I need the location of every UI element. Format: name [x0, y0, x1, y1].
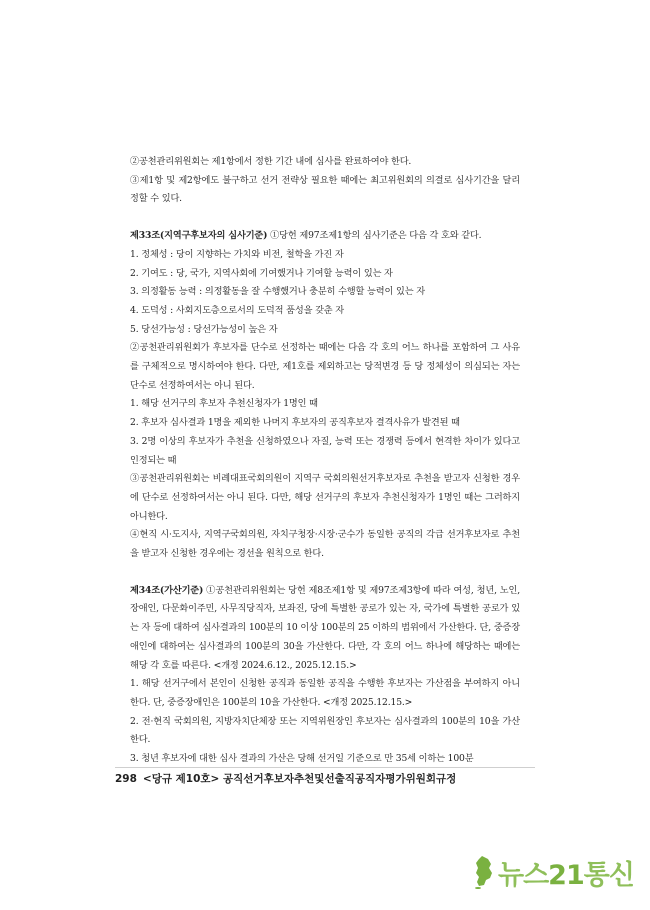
article-33-lead: [130, 227, 520, 246]
list-item: 3. 의정활동 능력 : 의정활동을 잘 수행했거나 충분히 수행할 능력이 있는 자: [130, 286, 425, 298]
article-34-title: 제34조(가산기준): [130, 584, 204, 596]
watermark-text-a: 뉴스: [498, 859, 549, 891]
watermark-text-c: 통신: [583, 859, 634, 891]
news-watermark: [470, 852, 640, 892]
list-item: ③공천관리위원회는 비례대표국회의원이 지역구 국회의원선거후보자로 추천을 받고자 신청한 경우에 단수로 선정하여서는 아니 된다. 다만, 해당 선거구의 후보자 추천신청자가 1명인 때는 그러하지 아니한다.: [130, 473, 520, 522]
page-footer: [115, 767, 535, 786]
list-item: 1. 해당 선거구의 후보자 추천신청자가 1명인 때: [130, 398, 318, 410]
paragraph: ②공천관리위원회는 제1항에서 정한 기간 내에 심사를 완료하여야 한다.: [130, 156, 412, 167]
list-item: ④현직 시·도지사, 지역구국회의원, 자치구청장·시장·군수가 동일한 공직의 각급 선거후보자로 추천을 받고자 신청한 경우에는 경선을 원칙으로 한다.: [130, 529, 520, 560]
page-number: 298: [115, 773, 137, 785]
korea-map-icon: [470, 855, 496, 889]
article-33-lead-text: ①당헌 제97조제1항의 심사기준은 다음 각 호와 같다.: [267, 230, 482, 242]
document-body: [130, 153, 520, 769]
article-34-lead: [130, 582, 520, 676]
list-item: 1. 해당 선거구에서 본인이 신청한 공직과 동일한 공직을 수행한 후보자는 가산점을 부여하지 아니한다. 단, 중증장애인은 100분의 10을 가산한다. <개정 2025.12.15.>: [130, 678, 520, 708]
footer-title: <당규 제10호> 공직선거후보자추천및선출직공직자평가위원회규정: [142, 773, 457, 785]
watermark-text-b: 21: [548, 859, 584, 891]
list-item: 3. 청년 후보자에 대한 심사 결과의 가산은 당해 선거일 기준으로 만 35세 이하는 100분: [130, 753, 474, 765]
list-item: 1. 정체성 : 당이 지향하는 가치와 비전, 철학을 가진 자: [130, 248, 344, 260]
list-item: 2. 전·현직 국회의원, 지방자치단체장 또는 지역위원장인 후보자는 심사결과의 100분의 10을 가산한다.: [130, 715, 520, 746]
paragraph: ③제1항 및 제2항에도 불구하고 선거 전략상 필요한 때에는 최고위원회의 의결로 심사기간을 달리 정할 수 있다.: [130, 174, 520, 205]
article-33-title: 제33조(지역구후보자의 심사기준): [130, 230, 268, 242]
list-item: ②공천관리위원회가 후보자를 단수로 선정하는 때에는 다음 각 호의 어느 하나를 포함하여 그 사유를 구체적으로 명시하여야 한다. 다만, 제1호를 제외하고는 당적변경 등 당 정체성이 의심되는 자는 단수로 선정하여서는 아니 된다.: [130, 342, 520, 391]
article-34-lead-text: ①공천관리위원회는 당헌 제8조제1항 및 제97조제3항에 따라 여성, 청년, 노인, 장애인, 다문화이주민, 사무직당직자, 보좌진, 당에 특별한 공로가 있는 자, 국가에 특별한 공로가 있는 자 등에 대하여 심사결과의 100분의 10 이상 100분의 25 이하의 범위에서 가산한다. 단, 중증장애인에 대하여는 심사결과의 100분의 30을 가산한다. 다만, 각 호의 어느 하나에 해당하는 때에는 해당 각 호를 따른다. <개정 2024.6.12., 2025.12.15.>: [130, 584, 520, 671]
list-item: 3. 2명 이상의 후보자가 추천을 신청하였으나 자질, 능력 또는 경쟁력 등에서 현격한 차이가 있다고 인정되는 때: [130, 435, 520, 466]
list-item: 5. 당선가능성 : 당선가능성이 높은 자: [130, 323, 278, 335]
list-item: 2. 기여도 : 당, 국가, 지역사회에 기여했거나 기여할 능력이 있는 자: [130, 267, 393, 279]
list-item: 2. 후보자 심사결과 1명을 제외한 나머지 후보자의 공직후보자 결격사유가 발견된 때: [130, 417, 460, 429]
watermark-text: [498, 853, 634, 892]
list-item: 4. 도덕성 : 사회지도층으로서의 도덕적 품성을 갖춘 자: [130, 304, 345, 316]
